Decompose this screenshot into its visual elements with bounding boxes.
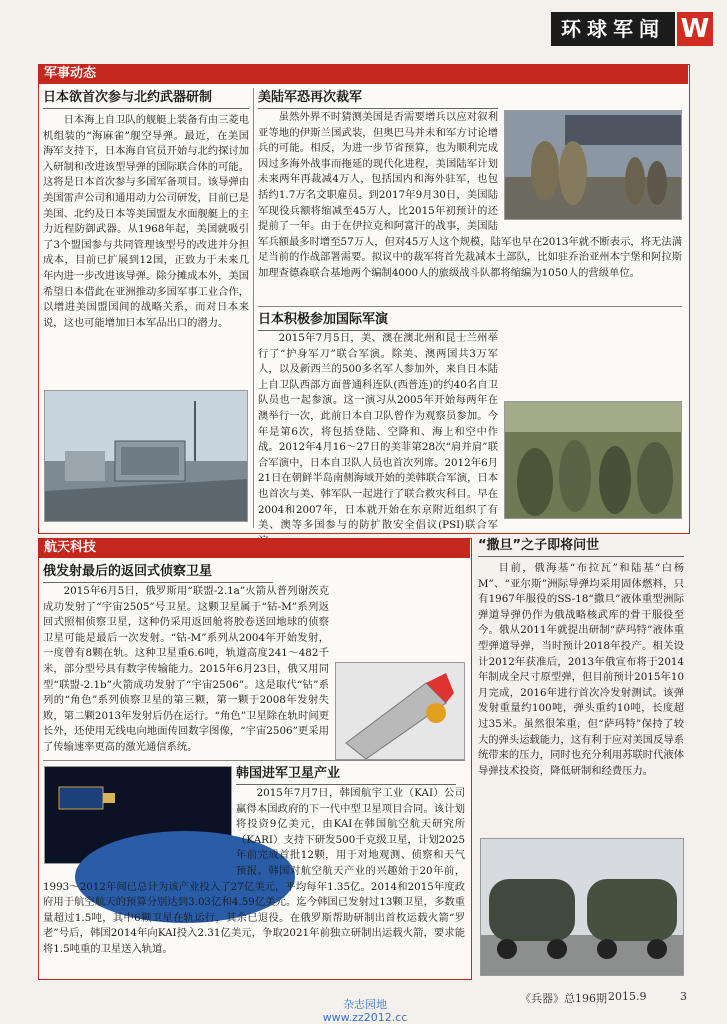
ship-launcher-image bbox=[45, 391, 247, 521]
rocket-image bbox=[336, 663, 464, 759]
masthead bbox=[551, 12, 713, 46]
photo-missile-launchers bbox=[480, 838, 684, 976]
photo-soldiers bbox=[504, 110, 682, 220]
article-us-army-cuts bbox=[258, 90, 682, 109]
watermark bbox=[300, 998, 430, 1024]
troops-image bbox=[505, 402, 681, 518]
article-russia-satellite bbox=[43, 564, 465, 583]
missile-launchers-image bbox=[481, 839, 683, 975]
article-title: 美陆军恐再次裁军 bbox=[258, 90, 498, 109]
article-body-container bbox=[258, 110, 682, 300]
footer-issue: 2015.9 bbox=[608, 990, 647, 1003]
photo-rocket bbox=[335, 662, 465, 760]
article-title: 韩国进军卫星产业 bbox=[236, 766, 456, 785]
article-body: 虽然外界不时猜测美国是否需要增兵以应对叙利亚等地的伊斯兰国武装，但奥巴马并未和军方讨论增兵的可能。相反，为进一步节省预算，也为顺利完成因过多海外战事而拖延的现代化进程，美国陆军计划未来两年再裁减4万人，包括国内和海外驻军，也包括约1.7万名文职雇员。到2017年9月30日，美国陆军现役兵额将缩减至45万人，比2015年初预计的还提前了一年。由于在伊拉克和阿富汗的战事，美国陆军兵额最多时增至57万人，但对45万人这个规模，陆军也早在2013年就不断表示，将无法满足当前的作战部署需要。拟议中的裁军将首先裁减本土部队，比如驻乔治亚州本宁堡和阿拉斯加理查德森联合基地两个编制4000人的旅级战斗队都将缩编为1050人的营级单位。 bbox=[258, 111, 682, 279]
article-body: 2015年7月7日，韩国航宇工业（KAI）公司赢得本国政府的下一代中型卫星项目合同。该计划将投资9亿美元，由KAI在韩国航空航天研究所（KARI）支持下研发500千克级卫星，计划2025年前完成首批12颗，用于对地观测、侦察和天气预报。韩国对航空航天产业的兴趣始于20年前，1993～2012年间已总计为该产业投入了27亿美元，平均每年1.35亿。2014和2015年度政府用于航空航天的预算分别达到3.03亿和4.59亿美元。迄今韩国已发射过13颗卫星，多数重量超过1.5吨，其中6颗卫星在轨运行，其余已退役。在俄罗斯帮助研制出首枚运载火箭“罗老”号后，韩国2014年向KAI投入2.31亿美元，争取2021年前独立研制出运载火箭，要求能将1.5吨重的卫星送入轨道。 bbox=[43, 787, 465, 955]
footer-magazine: 《兵器》总196期 bbox=[520, 992, 607, 1005]
section-header-space: 航天科技 bbox=[38, 538, 470, 558]
column-divider bbox=[253, 88, 254, 528]
photo-ship-launcher bbox=[44, 390, 248, 522]
watermark-url: www.zz2012.cc bbox=[322, 1011, 408, 1024]
article-body: 目前，俄海基“布拉瓦”和陆基“白杨M”、“亚尔斯”洲际导弹均采用固体燃料，只有1967年服役的SS-18“撒旦”液体重型洲际弹道导弹仍作为俄战略核武库的骨干服役至今。俄从2011年就提出研制“萨玛特”液体重型弹道导弹，当时预计2018年投产。相关设计2012年获准后，2013年俄宣布将于2014年制成全尺寸原型弹，但目前预计2015年10月完成，2016年进行首次冷发射测试。该弹发射重量约100吨，弹头重约10吨，长度超过35米。虽然很笨重，但“萨玛特”保持了较大的弹头运载能力，这有利于应对美国反导系统带来的压力，同时也充分利用苏联时代液体导弹技术投资，降低研制和经费压力。 bbox=[478, 562, 684, 777]
row-divider bbox=[43, 760, 465, 761]
article-body: 日本海上自卫队的舰艇上装备有由三菱电机组装的“海麻雀”舰空导弹。最近，在美国海军支持下，日本海自官员开始与北约探讨加入研制和改进该型导弹的国际联合体的可能。这将是日本首次参与多国军备项目。该导弹由美国雷声公司和通用动力公司研发，目前已是美国、北约及日本等美国盟友水面舰艇上的主力近程防御武器。从1968年起，美国就吸引了3个盟国参与共同管理该型号的改进并分担成本，目前已扩展到12国，正致力于未来几年内进一步改进该导弹。除分摊成本外，美国希望日本借此在亚洲推动多国军事工业合作，以增进美国盟国间的战略关系，而对日本来说，这也可能增加日本军品出口的潜力。 bbox=[43, 114, 249, 329]
section-header-military: 军事动态 bbox=[38, 64, 688, 84]
article-body-container bbox=[43, 786, 465, 972]
article-body: 2015年6月5日，俄罗斯用“联盟-2.1a”火箭从普列谢茨克成功发射了“宇宙2505”号卫星。这颗卫星属于“钴-M”系列返回式照相侦察卫星，这种仍采用返回舱将胶卷送回地球的侦察卫星可能是最后一次发射。“钴-M”系列从2004年开始发射，一度曾有8颗在轨。这种卫星重6.6吨，轨道高度241～482千米，部分型号具有数字传输能力。2015年6月23日，俄又用同型“联盟-2.1b”火箭成功发射了“宇宙2506”。这是取代“钴”系列的“角色”系列侦察卫星的第三颗，第一颗于2008年发射失败，第二颗2013年发射后仍在运行。“角色”卫星除在轨时间更长外，还使用无线电向地面传回数字图像，“宇宙2506”更采用了传输速率更高的激光通信系统。 bbox=[43, 585, 329, 753]
w-logo: W bbox=[677, 12, 713, 46]
row-divider bbox=[258, 306, 682, 307]
article-korea-satellite bbox=[236, 766, 465, 785]
article-body: 2015年7月5日，美、澳在澳北州和昆士兰州举行了“护身军刀”联合军演。除美、澳两国共3万军人，以及新西兰的500多名军人参加外，来自日本陆上自卫队西部方面普通科连队(西普连)的约40名自卫队员也一起参演。这一演习从2005年开始每两年在澳举行一次，此前日本自卫队曾作为观察员参加。今年是第6次，将包括登陆、空降和、海上和空中作战。2012年4月16～27日的美菲第28次“肩并肩”联合军演中，日本自卫队人员也首次列席。2012年6月21日在朝鲜半岛南侧海域开始的美韩联合军演，日本也首次与美、韩军队一起进行了联合救灾科目。早在2004和2007年，日本就开始在东京附近组织了有美、澳等多国参与的防扩散安全倡议(PSI)联合军 bbox=[258, 332, 498, 532]
article-body-container bbox=[258, 331, 682, 532]
article-japan-exercises bbox=[258, 312, 682, 331]
article-japan-nato bbox=[43, 90, 249, 399]
article-body-container bbox=[43, 584, 465, 756]
soldiers-image bbox=[505, 111, 681, 219]
article-title: 日本欲首次参与北约武器研制 bbox=[43, 90, 249, 109]
photo-exercise-troops bbox=[504, 401, 682, 519]
article-title: 日本积极参加国际军演 bbox=[258, 312, 498, 331]
article-title: 俄发射最后的返回式侦察卫星 bbox=[43, 564, 273, 583]
magazine-column-name: 环球军闻 bbox=[551, 12, 675, 46]
watermark-name: 杂志园地 bbox=[343, 998, 387, 1011]
article-title: “撒旦”之子即将问世 bbox=[478, 538, 684, 557]
page-number: 3 bbox=[680, 990, 687, 1003]
float-spacer bbox=[43, 786, 236, 866]
article-sarmat-missile bbox=[478, 538, 684, 843]
